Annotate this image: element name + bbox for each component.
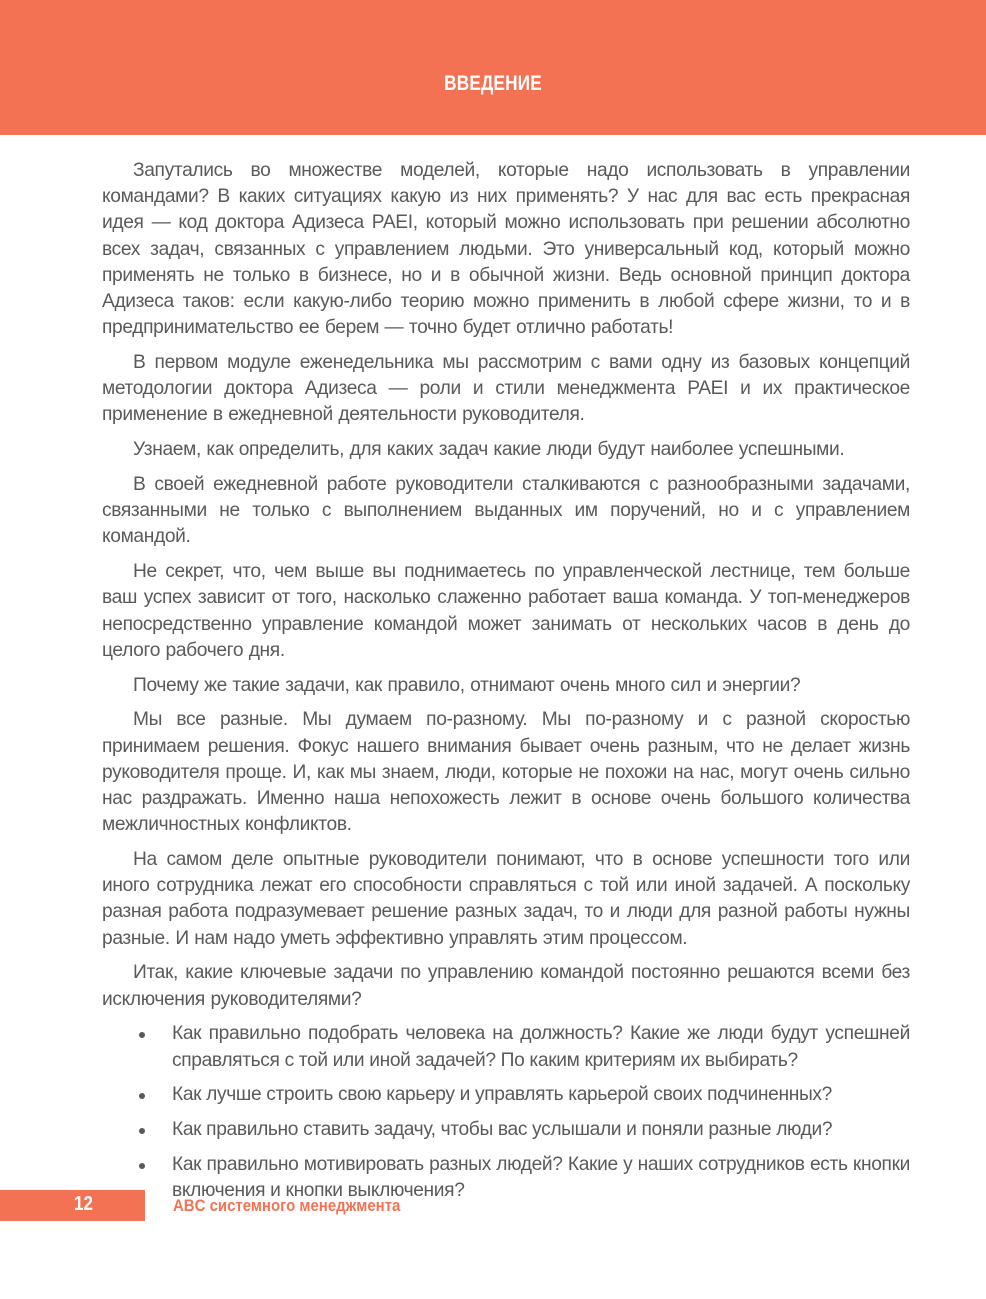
footer-accent-bar [0, 1190, 145, 1221]
bullet-item [102, 1082, 910, 1108]
bullet-text: Как лучше строить свою карьеру и управлять карьерой своих подчиненных? [172, 1084, 832, 1106]
paragraph: Мы все разные. Мы думаем по-разному. Мы по-разному и с разной скоростью принимаем решения. Фокус нашего внимания бывает очень разным, что не делает жизнь руководителя проще. И, как мы знаем, люди, которые не похожи на нас, могут очень сильно нас раздражать. Именно наша непохожесть лежит в основе очень большого количества межличностных конфликтов. [102, 709, 910, 836]
bullet-item [102, 1117, 910, 1143]
chapter-title: ВВЕДЕНИЕ [444, 72, 542, 95]
chapter-header-band [0, 0, 986, 135]
bullet-text: Как правильно ставить задачу, чтобы вас услышали и поняли разные люди? [172, 1119, 833, 1141]
page-number: 12 [74, 1193, 93, 1215]
paragraph: В своей ежедневной работе руководители сталкиваются с разнообразными задачами, связанными не только с выполнением выданных им поручений, но и с управлением командой. [102, 474, 910, 548]
running-footer-title: ABC системного менеджмента [173, 1196, 401, 1215]
page-body [102, 158, 910, 1213]
bullet-dot-icon [139, 1093, 145, 1099]
bullet-item [102, 1021, 910, 1073]
paragraph: Не секрет, что, чем выше вы поднимаетесь по управленческой лестнице, тем больше ваш успех зависит от того, насколько слаженно работает ваша команда. У топ-менеджеров непосредственно управление командой может занимать от нескольких часов в день до целого рабочего дня. [102, 561, 910, 661]
paragraph: Итак, какие ключевые задачи по управлению командой постоянно решаются всеми без исключения руководителями? [102, 962, 910, 1010]
bullet-list [102, 1021, 910, 1204]
paragraph: На самом деле опытные руководители понимают, что в основе успешности того или иного сотрудника лежат его способности справляться с той или иной задачей. А поскольку разная работа подразумевает решение разных задач, то и люди для разной работы нужны разные. И нам надо уметь эффективно управлять этим процессом. [102, 849, 910, 949]
bullet-dot-icon [139, 1163, 145, 1169]
paragraph: Запутались во множестве моделей, которые надо использовать в управлении командами? В каких ситуациях какую из них применять? У нас для вас есть прекрасная идея — код доктора Адизеса PAEI, который можно использовать при решении абсолютно всех задач, связанных с управлением людьми. Это универсальный код, который можно применять не только в бизнесе, но и в обычной жизни. Ведь основной принцип доктора Адизеса таков: если какую-либо теорию можно применить в любой сфере жизни, то и в предпринимательство ее берем — точно будет отлично работать! [102, 160, 910, 339]
bullet-text: Как правильно мотивировать разных людей? Какие у наших сотрудников есть кнопки включения и кнопки выключения? [172, 1154, 910, 1202]
paragraph: Узнаем, как определить, для каких задач какие люди будут наиболее успешными. [133, 439, 845, 461]
paragraph: В первом модуле еженедельника мы рассмотрим с вами одну из базовых концепций методологии доктора Адизеса — роли и стили менеджмента PAEI и их практическое применение в ежедневной деятельности руководителя. [102, 352, 910, 426]
paragraph: Почему же такие задачи, как правило, отнимают очень много сил и энергии? [133, 674, 801, 696]
bullet-dot-icon [139, 1032, 145, 1038]
bullet-dot-icon [139, 1128, 145, 1134]
bullet-text: Как правильно подобрать человека на должность? Какие же люди будут успешней справляться с той или иной задачей? По каким критериям их выбирать? [172, 1023, 910, 1071]
